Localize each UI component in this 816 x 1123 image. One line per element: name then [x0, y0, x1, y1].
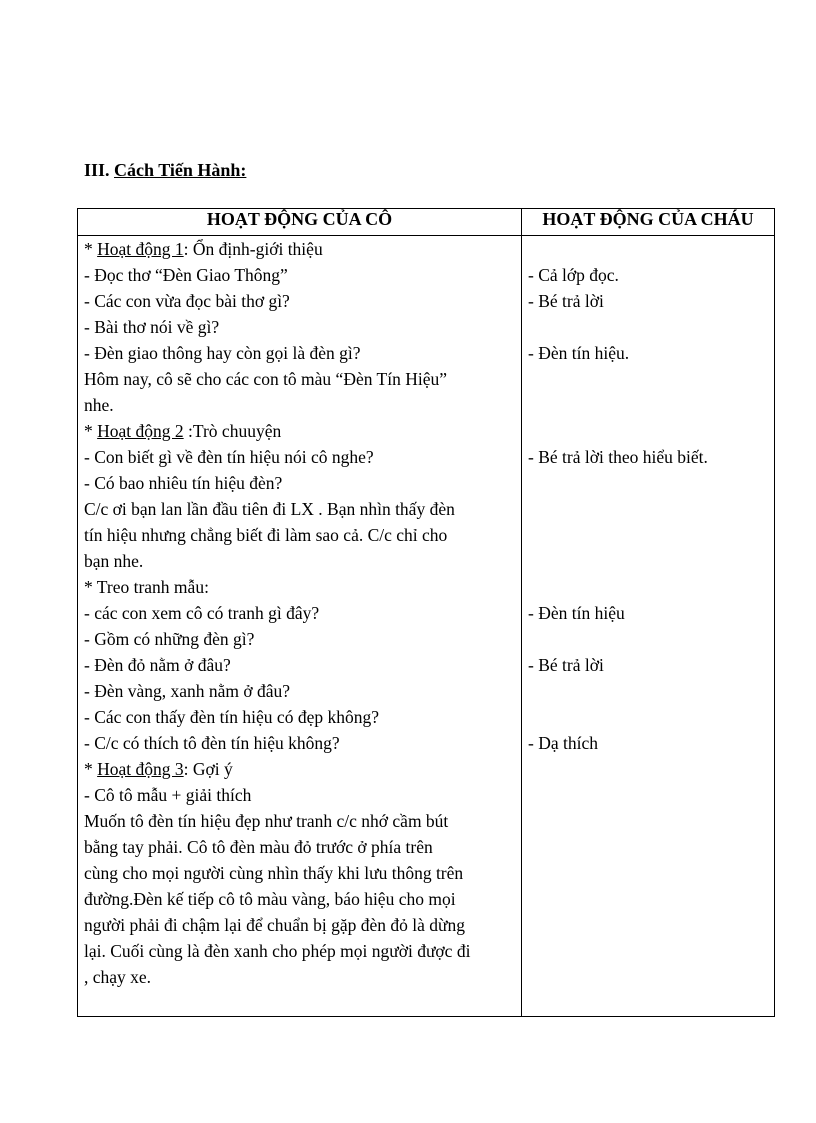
teacher-line: cùng cho mọi người cùng nhìn thấy khi lưu thông trên: [84, 863, 464, 883]
teacher-line: người phải đi chậm lại để chuẩn bị gặp đèn đỏ là dừng: [84, 915, 466, 935]
child-line: [522, 704, 774, 730]
section-title: Cách Tiến Hành:: [114, 160, 247, 180]
teacher-line: - Bài thơ nói về gì?: [84, 317, 220, 337]
child-line: - Đèn tín hiệu: [528, 603, 625, 623]
teacher-line: bạn nhe.: [84, 551, 144, 571]
teacher-line: [78, 418, 521, 444]
activity-subtitle: : Gợi ý: [183, 759, 233, 779]
table-body-row: [78, 236, 775, 1017]
activity-title: Hoạt động 3: [97, 759, 184, 779]
child-line: - Cả lớp đọc.: [528, 265, 619, 285]
child-line: - Dạ thích: [528, 733, 598, 753]
child-line: [522, 548, 774, 574]
teacher-line: - Đèn giao thông hay còn gọi là đèn gì?: [84, 343, 361, 363]
table-header-row: [78, 209, 775, 236]
activity-subtitle: : Ổn định-giới thiệu: [183, 239, 323, 259]
child-line: [522, 392, 774, 418]
teacher-line: - Các con vừa đọc bài thơ gì?: [84, 291, 290, 311]
child-line: - Đèn tín hiệu.: [528, 343, 630, 363]
teacher-line: - C/c có thích tô đèn tín hiệu không?: [84, 733, 340, 753]
activity-title: Hoạt động 1: [97, 239, 184, 259]
teacher-line: Hôm nay, cô sẽ cho các con tô màu “Đèn Tín Hiệu”: [84, 369, 447, 389]
activity-title: Hoạt động 2: [97, 421, 184, 441]
child-column: [522, 236, 775, 1017]
teacher-line: nhe.: [84, 395, 114, 415]
child-line: - Bé trả lời: [528, 655, 604, 675]
teacher-column: [78, 236, 522, 1017]
teacher-line: bằng tay phải. Cô tô đèn màu đỏ trước ở phía trên: [84, 837, 433, 857]
header-child: HOẠT ĐỘNG CỦA CHÁU: [522, 209, 775, 236]
child-line: [522, 470, 774, 496]
bullet-star: *: [84, 759, 98, 779]
teacher-line: đường.Đèn kế tiếp cô tô màu vàng, báo hiệu cho mọi: [84, 889, 456, 909]
child-line: [522, 418, 774, 444]
teacher-line: - Đèn đỏ nằm ở đâu?: [84, 655, 231, 675]
teacher-line: - Các con thấy đèn tín hiệu có đẹp không?: [84, 707, 379, 727]
teacher-line: * Treo tranh mẫu:: [84, 577, 209, 597]
section-number: III.: [84, 160, 110, 180]
child-line: [522, 678, 774, 704]
child-line: [522, 236, 774, 262]
activity-table: [77, 208, 775, 1017]
activity-subtitle: :Trò chuuyện: [183, 421, 282, 441]
teacher-line: [78, 236, 521, 262]
teacher-line: Muốn tô đèn tín hiệu đẹp như tranh c/c nhớ cầm bút: [84, 811, 449, 831]
child-line: [522, 496, 774, 522]
child-line: [522, 366, 774, 392]
child-line: [522, 574, 774, 600]
teacher-line: lại. Cuối cùng là đèn xanh cho phép mọi người được đi: [84, 941, 471, 961]
child-line: - Bé trả lời: [528, 291, 604, 311]
child-line: - Bé trả lời theo hiểu biết.: [528, 447, 708, 467]
teacher-line: - Con biết gì về đèn tín hiệu nói cô nghe?: [84, 447, 374, 467]
teacher-line: - Gồm có những đèn gì?: [84, 629, 255, 649]
teacher-line: - Đọc thơ “Đèn Giao Thông”: [84, 265, 288, 285]
teacher-line: C/c ơi bạn lan lần đầu tiên đi LX . Bạn nhìn thấy đèn: [84, 499, 455, 519]
child-line: [522, 314, 774, 340]
teacher-line: [78, 756, 521, 782]
child-line: [522, 522, 774, 548]
teacher-line: - Cô tô mẫu + giải thích: [84, 785, 252, 805]
bullet-star: *: [84, 421, 98, 441]
teacher-line: , chạy xe.: [84, 967, 152, 987]
teacher-line: - Đèn vàng, xanh nằm ở đâu?: [84, 681, 291, 701]
bullet-star: *: [84, 239, 98, 259]
teacher-line: - các con xem cô có tranh gì đây?: [84, 603, 320, 623]
header-teacher: HOẠT ĐỘNG CỦA CÔ: [78, 209, 522, 236]
teacher-line: tín hiệu nhưng chẳng biết đi làm sao cả. C/c chỉ cho: [84, 525, 448, 545]
child-line: [522, 626, 774, 652]
section-heading: [84, 160, 246, 181]
teacher-line: - Có bao nhiêu tín hiệu đèn?: [84, 473, 283, 493]
